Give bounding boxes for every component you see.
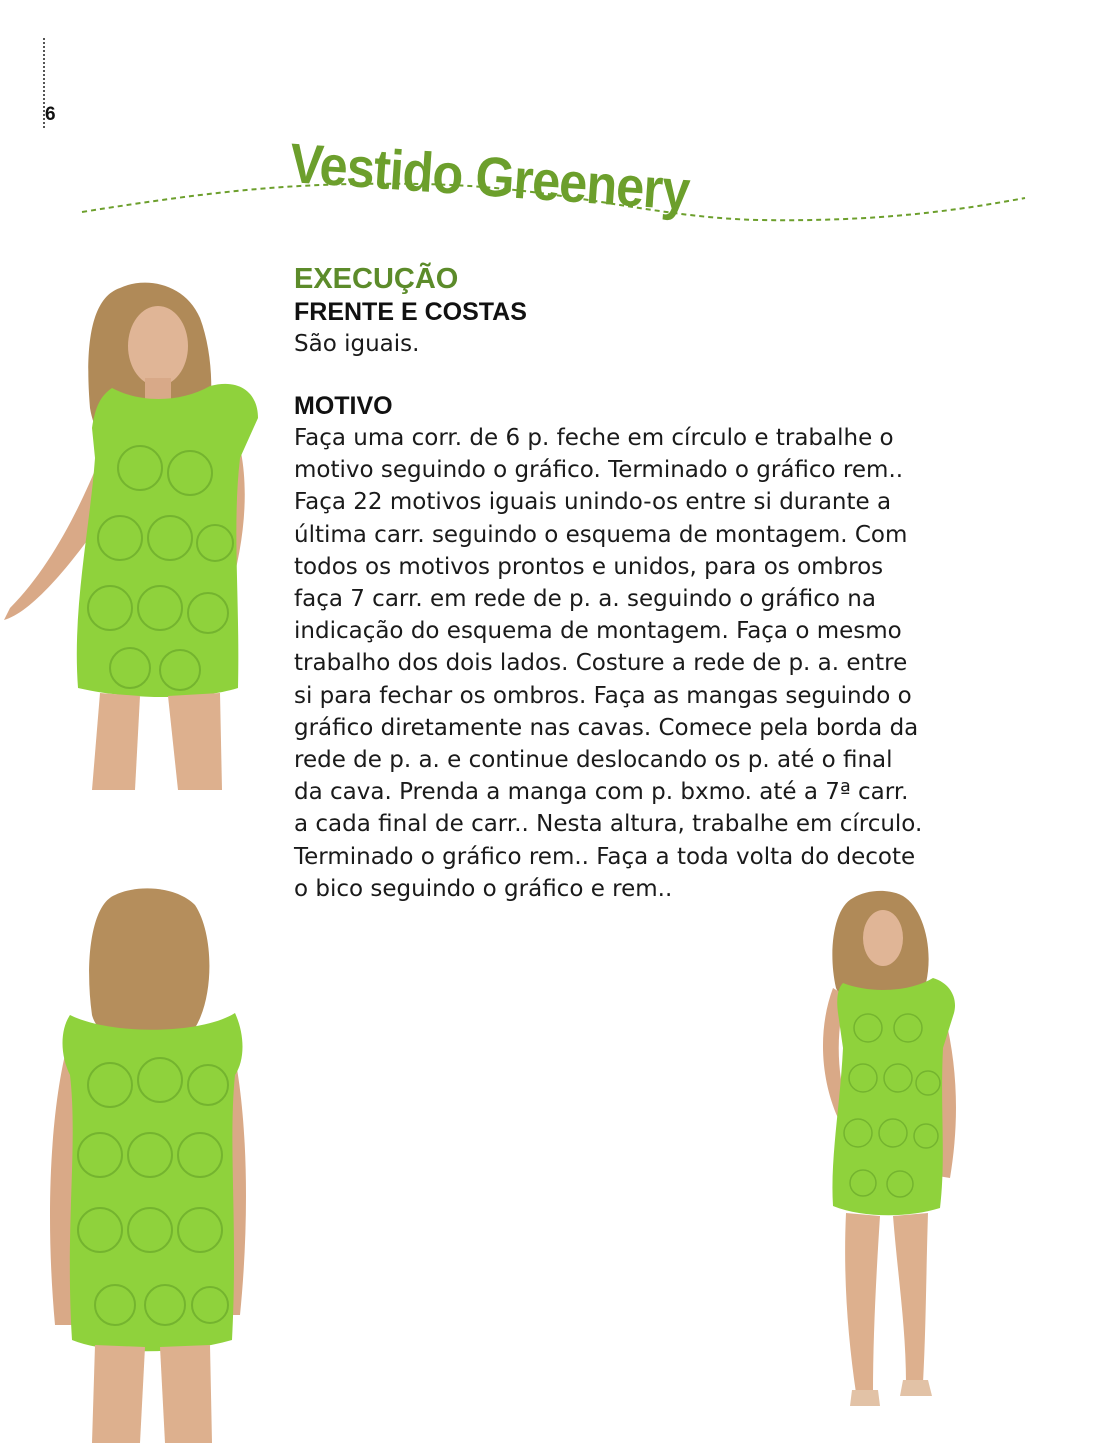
motif-line: da cava. Prenda a manga com p. bxmo. até a 7ª carr. <box>294 779 909 806</box>
motif-heading: MOTIVO <box>294 392 393 420</box>
motif-line: faça 7 carr. em rede de p. a. seguindo o gráfico na <box>294 586 876 613</box>
motif-line: todos os motivos prontos e unidos, para os ombros <box>294 553 884 580</box>
title-banner <box>0 120 1107 240</box>
motif-line: última carr. seguindo o esquema de montagem. Com <box>294 521 908 548</box>
motif-line: a cada final de carr.. Nesta altura, trabalhe em círculo. <box>294 811 923 838</box>
motif-line: gráfico diretamente nas cavas. Comece pela borda da <box>294 714 919 741</box>
model-full-icon <box>728 878 1028 1418</box>
section-heading: EXECUÇÃO <box>294 263 459 295</box>
model-front-icon <box>0 268 265 790</box>
front-back-text: São iguais. <box>294 331 420 357</box>
motif-line: motivo seguindo o gráfico. Terminado o gráfico rem.. <box>294 457 904 484</box>
motif-instructions <box>294 422 954 905</box>
motif-line: Faça uma corr. de 6 p. feche em círculo e trabalhe o <box>294 425 894 451</box>
page-number: 6 <box>45 104 56 125</box>
full-body-photo <box>728 878 1028 1418</box>
motif-line: o bico seguindo o gráfico e rem.. <box>294 875 673 902</box>
back-view-photo <box>0 885 275 1443</box>
instructions-block <box>294 262 954 905</box>
motif-line: si para fechar os ombros. Faça as mangas seguindo o <box>294 682 912 709</box>
front-back-heading: FRENTE E COSTAS <box>294 298 527 326</box>
page-title: Vestido Greenery <box>287 131 692 222</box>
motif-line: trabalho dos dois lados. Costure a rede de p. a. entre <box>294 650 908 677</box>
front-view-photo <box>0 268 265 790</box>
motif-line: rede de p. a. e continue deslocando os p. até o final <box>294 747 893 774</box>
model-back-icon <box>0 885 275 1443</box>
motif-line: Faça 22 motivos iguais unindo-os entre si durante a <box>294 489 892 516</box>
motif-line: indicação do esquema de montagem. Faça o mesmo <box>294 618 902 645</box>
motif-line: Terminado o gráfico rem.. Faça a toda volta do decote <box>294 843 916 870</box>
